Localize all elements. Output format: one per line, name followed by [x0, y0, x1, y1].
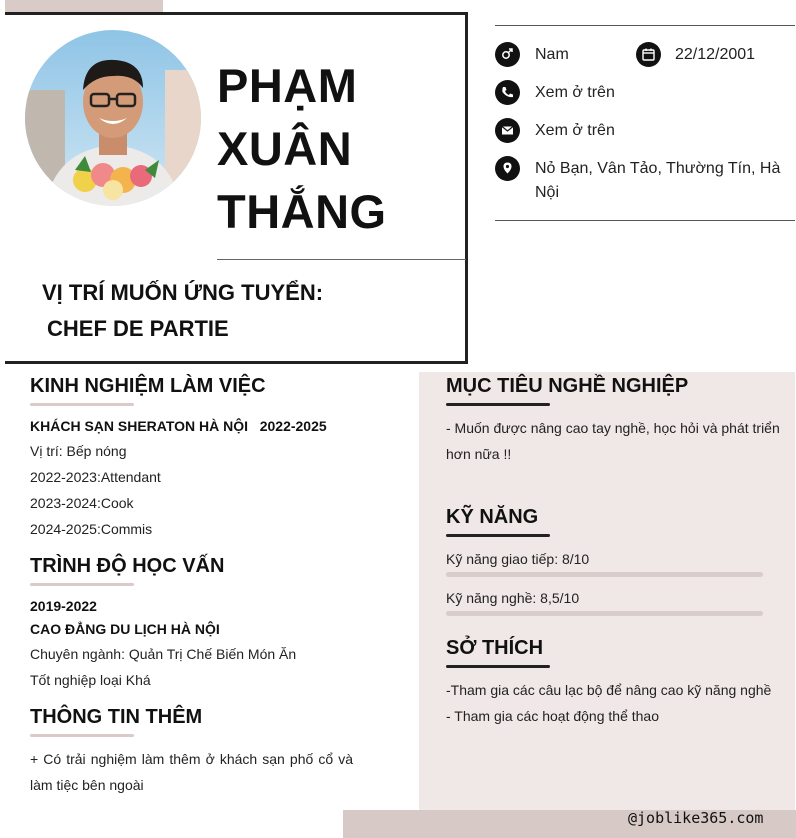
birthdate-value: 22/12/2001: [675, 46, 756, 63]
gender-value: Nam: [535, 46, 569, 63]
objective-text: - Muốn được nâng cao tay nghề, học hỏi và phát triển hơn nữa !!: [446, 420, 780, 462]
candidate-name: [217, 54, 387, 243]
education-period: 2019-2022: [30, 598, 97, 614]
name-line: THẮNG: [217, 185, 387, 238]
company-name: KHÁCH SẠN SHERATON HÀ NỘI: [30, 418, 249, 434]
skill-bar: [446, 611, 763, 616]
education-line: Chuyên ngành: Quản Trị Chế Biến Món Ăn: [30, 646, 297, 662]
hobby-item: -Tham gia các câu lạc bộ để nâng cao kỹ năng nghề: [446, 682, 772, 698]
phone-value: Xem ở trên: [535, 84, 615, 101]
education-underline: [30, 583, 134, 586]
skill-bar-fill: [446, 611, 715, 616]
experience-underline: [30, 403, 134, 406]
location-icon: [495, 156, 520, 181]
name-divider: [217, 259, 466, 260]
objective-underline: [446, 403, 550, 406]
experience-line: 2023-2024:Cook: [30, 495, 134, 511]
skills-underline: [446, 534, 550, 537]
phone-icon: [495, 80, 520, 105]
email-value: Xem ở trên: [535, 122, 615, 139]
extra-title: THÔNG TIN THÊM: [30, 706, 203, 728]
address-value: Nỏ Bạn, Vân Tảo, Thường Tín, Hà Nội: [535, 160, 781, 201]
education-title: TRÌNH ĐỘ HỌC VẤN: [30, 555, 225, 577]
experience-company: [30, 418, 327, 434]
hobbies-underline: [446, 665, 550, 668]
position-value: CHEF DE PARTIE: [47, 316, 229, 341]
experience-line: 2024-2025:Commis: [30, 521, 153, 537]
email-icon: [495, 118, 520, 143]
portrait-photo: [25, 30, 201, 206]
name-line: XUÂN: [217, 122, 353, 175]
skill-label: Kỹ năng nghề: 8,5/10: [446, 590, 580, 606]
contact-bottom-rule: [495, 220, 795, 221]
skill-bar: [446, 572, 763, 577]
footer-website[interactable]: @joblike365.com: [628, 809, 764, 827]
experience-details: [30, 438, 161, 542]
experience-line: Vị trí: Bếp nóng: [30, 443, 127, 459]
objective-title: MỤC TIÊU NGHỀ NGHIỆP: [446, 375, 689, 397]
skill-bar-fill: [446, 572, 700, 577]
education-school: CAO ĐẲNG DU LỊCH HÀ NỘI: [30, 621, 220, 637]
name-line: PHẠM: [217, 59, 358, 112]
skills-title: KỸ NĂNG: [446, 506, 539, 528]
extra-text: + Có trải nghiệm làm thêm ở khách sạn phố cổ và làm tiệc bên ngoài: [30, 751, 353, 793]
skill-label: Kỹ năng giao tiếp: 8/10: [446, 551, 590, 567]
education-line: Tốt nghiệp loại Khá: [30, 672, 151, 688]
avatar: [25, 30, 201, 206]
hobbies-list: [446, 677, 771, 729]
experience-title: KINH NGHIỆM LÀM VIỆC: [30, 375, 266, 397]
gender-icon: [495, 42, 520, 67]
hobby-item: - Tham gia các hoạt động thể thao: [446, 708, 659, 724]
education-details: [30, 641, 296, 693]
calendar-icon: [636, 42, 661, 67]
contact-top-rule: [495, 25, 795, 26]
company-period: 2022-2025: [259, 418, 327, 434]
position-label: VỊ TRÍ MUỐN ỨNG TUYỂN:: [42, 280, 324, 305]
hobbies-title: SỞ THÍCH: [446, 637, 544, 659]
experience-line: 2022-2023:Attendant: [30, 469, 161, 485]
extra-underline: [30, 734, 134, 737]
